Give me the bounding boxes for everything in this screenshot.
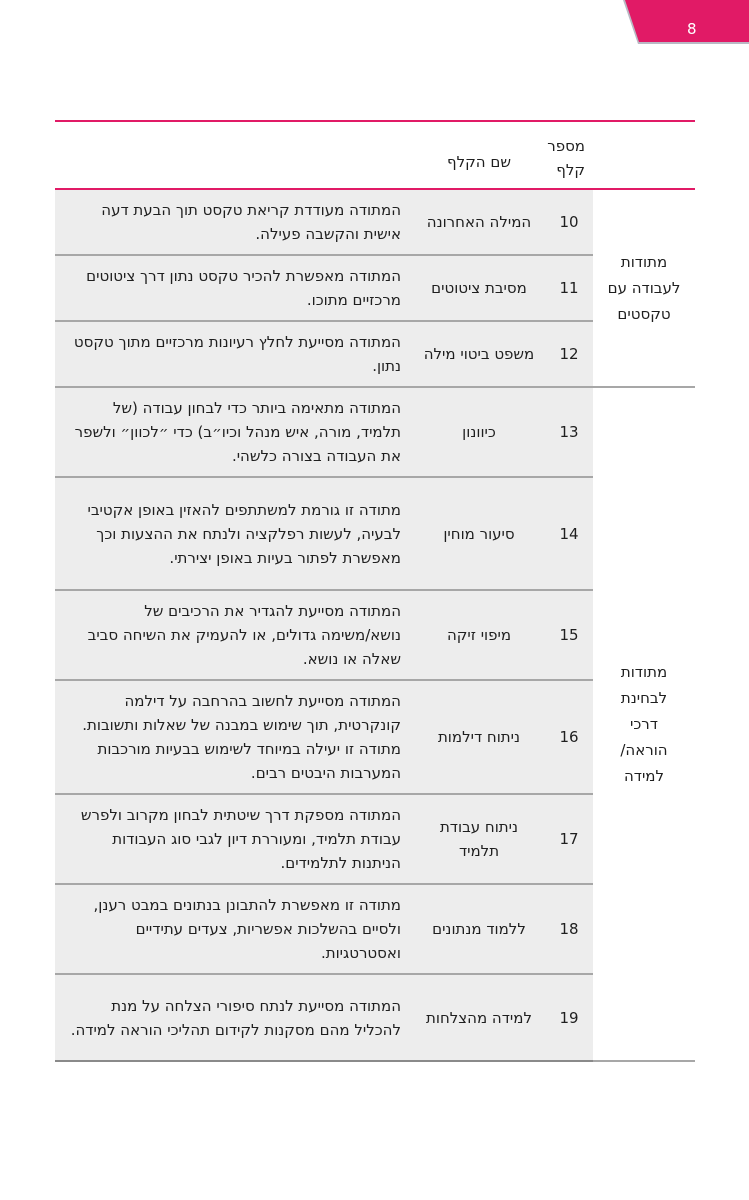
card-number: 14 xyxy=(545,477,593,590)
card-description: המתודה מסייעת לחלץ רעיונות מרכזיים מתוך טקסט נתון. xyxy=(55,321,413,387)
card-number: 17 xyxy=(545,794,593,884)
card-description: המתודה מאפשרת להכיר טקסט נתון דרך ציטוטים מרכזיים מתוכו. xyxy=(55,255,413,321)
card-description: מתודה זו מאפשרת להתבונן בנתונים במבט רענן, ולסיים בהשלכות אפשריות, צעדים עתידיים ואסטרטגיות. xyxy=(55,884,413,974)
card-name: למידה מהצלחות xyxy=(413,974,545,1061)
card-number: 16 xyxy=(545,680,593,794)
methods-table xyxy=(55,120,695,1062)
card-name: סיעור מוחין xyxy=(413,477,545,590)
category-label: מתודות לעבודה עם טקסטים xyxy=(607,253,681,323)
card-description: המתודה מעודדת קריאת טקסט תוך הבעת דעה אישית והקשבה פעילה. xyxy=(55,189,413,255)
card-number: 11 xyxy=(545,255,593,321)
card-description: המתודה מתאימה ביותר כדי לבחון עבודה (של תלמיד, מורה, איש מנהל וכיו״ב) כדי ״לכוון״ ולשפר את העבודה בצורה כלשהי. xyxy=(55,387,413,477)
category-cell xyxy=(593,387,695,1061)
card-description: המתודה מסייעת לנתח סיפורי הצלחה על מנת להכליל מהם מסקנות לקידום תהליכי הוראה למידה. xyxy=(55,974,413,1061)
card-name: משפט ביטוי מילה xyxy=(413,321,545,387)
card-name: ניתוח דילמות xyxy=(413,680,545,794)
page-number: 8 xyxy=(686,20,697,38)
category-label: מתודות לבחינת דרכי הוראה/ למידה xyxy=(620,663,668,785)
card-number: 13 xyxy=(545,387,593,477)
card-number: 15 xyxy=(545,590,593,680)
table-row xyxy=(55,387,695,477)
card-number: 18 xyxy=(545,884,593,974)
card-name: המילה האחרונה xyxy=(413,189,545,255)
card-name: ניתוח עבודת תלמיד xyxy=(413,794,545,884)
card-name: מיפוי זיקה xyxy=(413,590,545,680)
card-description: המתודה מסייעת להגדיר את הרכיבים של נושא/משימה גדולים, או להעמיק את השיחה סביב שאלה או נושא. xyxy=(55,590,413,680)
card-number: 19 xyxy=(545,974,593,1061)
card-name: מסיבת ציטוטים xyxy=(413,255,545,321)
header-card-name: שם הקלף xyxy=(447,152,511,171)
header-category-cell xyxy=(593,121,695,189)
category-cell xyxy=(593,189,695,387)
table-row xyxy=(55,189,695,255)
card-number: 10 xyxy=(545,189,593,255)
card-description: המתודה מספקת דרך שיטתית לבחון מקרוב ולפרש עבודת תלמיד, ומעוררת דיון לגבי סוג העבודות הניתנות לתלמידים. xyxy=(55,794,413,884)
header-card-number: מספר קלף xyxy=(547,137,585,179)
card-name: כיוונון xyxy=(413,387,545,477)
header-description-cell xyxy=(55,121,413,189)
table-header-row xyxy=(55,121,695,189)
card-description: המתודה מסייעת לחשוב בהרחבה על דילמה קונקרטית, תוך שימוש במבנה של שאלות ותשובות. מתודה זו יעילה במיוחד לשימוש בבעיות מורכבות המערבות היבטים רבים. xyxy=(55,680,413,794)
card-description: מתודה זו גורמת למשתתפים להאזין באופן אקטיבי לבעיה, לעשות רפלקציה ולנתח את ההצעות וכך מאפשרת לפתור בעיות באופן יצירתי. xyxy=(55,477,413,590)
card-number: 12 xyxy=(545,321,593,387)
card-name: ללמוד מנתונים xyxy=(413,884,545,974)
